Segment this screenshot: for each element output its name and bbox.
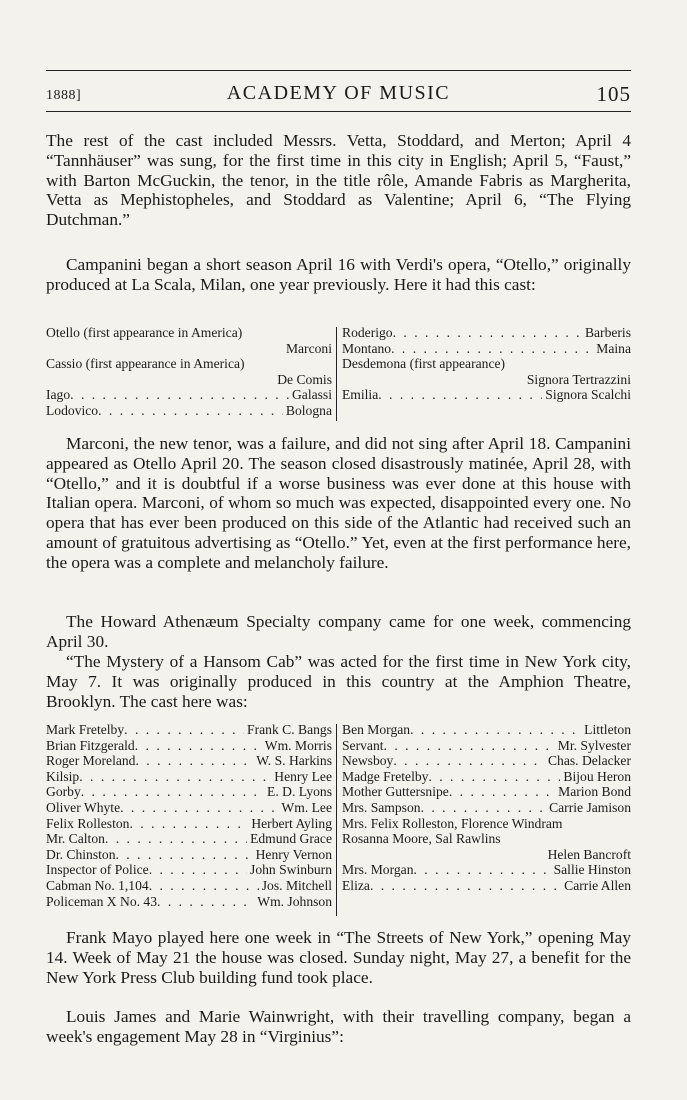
cast-actor: Signora Scalchi xyxy=(545,387,631,403)
cast-role: Cassio (first appearance in America) xyxy=(46,356,245,372)
cast-role: Mrs. Felix Rolleston, Florence Windram xyxy=(342,815,563,831)
cast-actor: Henry Vernon xyxy=(255,846,332,862)
cast-row xyxy=(342,831,631,847)
header-rule xyxy=(46,111,631,112)
cast-role: Oliver Whyte xyxy=(46,799,121,815)
cast-actor: Herbert Ayling xyxy=(251,815,332,831)
cast-role: Gorby xyxy=(46,784,81,800)
cast-row xyxy=(46,372,332,388)
cast-role: Roger Moreland xyxy=(46,753,136,769)
cast-row xyxy=(46,878,332,894)
cast-row xyxy=(46,862,332,878)
cast-actor: Chas. Delacker xyxy=(547,753,631,769)
cast-actor: Jos. Mitchell xyxy=(261,877,332,893)
cast-role: Otello (first appearance in America) xyxy=(46,325,243,340)
cast-row xyxy=(342,847,631,863)
cast-actor: De Comis xyxy=(277,371,332,387)
page-number: 105 xyxy=(596,82,631,106)
cast-role: Eliza xyxy=(342,877,370,893)
paragraph-tannhauser xyxy=(46,131,631,230)
cast-row xyxy=(46,769,332,785)
cast-actor: Mr. Sylvester xyxy=(557,737,631,753)
cast-actor: Wm. Johnson xyxy=(257,893,332,909)
hansom-cast-left xyxy=(46,722,332,909)
cast-role: Rosanna Moore, Sal Rawlins xyxy=(342,831,501,847)
paragraph-hansom-cab xyxy=(46,652,631,711)
paragraph-text: Marconi, the new tenor, was a failure, and did not sing after April 18. Campanini appeared as Otello April 20. The season closed disastrously matinée, April 28, with “Otello,” and it is doubtful if a worse business was ever done at this house with Italian opera. Marconi, of whom so much was expected, disappointed every one. No opera that has ever been produced on this side of the Atlantic had received such an amount of gratuitous advertising as “Otello.” Yet, even at the first performance here, the opera was a complete and melancholy failure. xyxy=(46,434,631,572)
cast-row xyxy=(342,722,631,738)
header-year: 1888] xyxy=(46,88,82,103)
cast-row xyxy=(46,722,332,738)
otello-cast-table xyxy=(46,325,631,421)
cast-role: Madge Fretelby xyxy=(342,768,429,784)
cast-row xyxy=(342,372,631,388)
cast-row xyxy=(46,847,332,863)
cast-row xyxy=(46,831,332,847)
cast-row xyxy=(342,387,631,403)
cast-actor: Sallie Hinston xyxy=(553,862,631,878)
cast-role: Mrs. Morgan xyxy=(342,862,414,878)
cast-actor: E. D. Lyons xyxy=(267,784,332,800)
cast-actor: W. S. Harkins xyxy=(256,753,332,769)
paragraph-marconi xyxy=(46,434,631,573)
cast-row xyxy=(46,356,332,372)
cast-actor: Henry Lee xyxy=(274,768,332,784)
cast-role: Desdemona (first appearance) xyxy=(342,356,506,372)
top-rule xyxy=(46,70,631,71)
hansom-cast-table xyxy=(46,722,631,918)
cast-row xyxy=(342,800,631,816)
cast-actor: Wm. Morris xyxy=(264,737,332,753)
otello-cast-left xyxy=(46,325,332,419)
cast-actor: Signora Tertrazzini xyxy=(526,371,631,387)
cast-row xyxy=(46,387,332,403)
cast-role: Mark Fretelby xyxy=(46,722,125,737)
cast-actor: Wm. Lee xyxy=(281,799,332,815)
cast-actor: Bologna xyxy=(285,402,332,418)
cast-row xyxy=(342,769,631,785)
cast-role: Roderigo xyxy=(342,325,393,340)
cast-row xyxy=(46,325,332,341)
cast-row xyxy=(342,325,631,341)
header-title: ACADEMY OF MUSIC xyxy=(226,82,451,104)
cast-row xyxy=(342,753,631,769)
cast-actor: Carrie Jamison xyxy=(549,799,631,815)
cast-actor: Marion Bond xyxy=(558,784,631,800)
cast-role: Newsboy xyxy=(342,753,394,769)
cast-actor: Littleton xyxy=(584,722,631,737)
otello-cast-right xyxy=(342,325,631,403)
cast-role: Ben Morgan xyxy=(342,722,411,737)
cast-actor: Edmund Grace xyxy=(250,831,332,847)
cast-role: Kilsip xyxy=(46,768,80,784)
cast-role: Mr. Calton xyxy=(46,831,105,847)
cast-actor: Barberis xyxy=(584,325,631,340)
running-header xyxy=(46,78,631,112)
cast-role: Montano xyxy=(342,340,392,356)
paragraph-text: Louis James and Marie Wainwright, with their travelling company, began a week's engagement May 28 in “Virginius”: xyxy=(46,1007,631,1046)
cast-row xyxy=(342,738,631,754)
paragraph-text: The Howard Athenæum Specialty company came for one week, commencing April 30. xyxy=(46,612,631,651)
cast-row xyxy=(46,738,332,754)
cast-role: Iago xyxy=(46,387,71,403)
cast-row xyxy=(46,800,332,816)
paragraph-text: “The Mystery of a Hansom Cab” was acted for the first time in New York city, May 7. It was originally produced in this country at the Amphion Theatre, Brooklyn. The cast here was: xyxy=(46,652,631,711)
cast-role: Dr. Chinston xyxy=(46,846,116,862)
cast-row xyxy=(46,753,332,769)
cast-row xyxy=(46,784,332,800)
hansom-cast-right xyxy=(342,722,631,894)
cast-row xyxy=(46,403,332,419)
paragraph-text: Campanini began a short season April 16 with Verdi's opera, “Otello,” originally produced at La Scala, Milan, one year previously. Here it had this cast: xyxy=(46,255,631,294)
cast-role: Policeman X No. 43 xyxy=(46,893,158,909)
cast-actor: Helen Bancroft xyxy=(547,846,631,862)
paragraph-frank-mayo xyxy=(46,928,631,987)
cast-role: Emilia xyxy=(342,387,379,403)
cast-actor: Frank C. Bangs xyxy=(247,722,332,737)
cast-role: Felix Rolleston xyxy=(46,815,130,831)
cast-row xyxy=(46,816,332,832)
cast-role: Brian Fitzgerald xyxy=(46,737,135,753)
cast-actor: Galassi xyxy=(291,387,332,403)
paragraph-text: Frank Mayo played here one week in “The Streets of New York,” opening May 14. Week of May 21 the house was closed. Sunday night, May 27, a benefit for the New York Press Club building fund took place. xyxy=(46,928,631,987)
cast-row xyxy=(342,816,631,832)
paragraph-campanini xyxy=(46,255,631,295)
cast-role: Cabman No. 1,104 xyxy=(46,877,149,893)
cast-actor: Carrie Allen xyxy=(564,877,631,893)
cast-actor: Maina xyxy=(596,340,631,356)
cast-actor: Bijou Heron xyxy=(563,768,631,784)
column-divider xyxy=(336,327,337,421)
cast-role: Mrs. Sampson xyxy=(342,799,421,815)
cast-row xyxy=(342,784,631,800)
paragraph-athenaeum xyxy=(46,612,631,652)
cast-actor: John Swinburn xyxy=(250,862,332,878)
cast-row xyxy=(342,356,631,372)
cast-role: Mother Guttersnipe xyxy=(342,784,449,800)
cast-role: Lodovico xyxy=(46,402,99,418)
cast-role: Inspector of Police xyxy=(46,862,149,878)
column-divider xyxy=(336,724,337,916)
cast-row xyxy=(342,878,631,894)
cast-actor: Marconi xyxy=(285,340,332,356)
cast-row xyxy=(46,341,332,357)
cast-row xyxy=(342,862,631,878)
paragraph-louis-james xyxy=(46,1007,631,1047)
paragraph-text: The rest of the cast included Messrs. Vetta, Stoddard, and Merton; April 4 “Tannhäuser” was sung, for the first time in this city in English; April 5, “Faust,” with Barton McGuckin, the tenor, in the title rôle, Amande Fabris as Margherita, Vetta as Mephistopheles, and Stoddard as Valentine; April 6, “The Flying Dutchman.” xyxy=(46,131,631,230)
cast-row xyxy=(46,894,332,910)
cast-role: Servant xyxy=(342,737,384,753)
cast-row xyxy=(342,341,631,357)
